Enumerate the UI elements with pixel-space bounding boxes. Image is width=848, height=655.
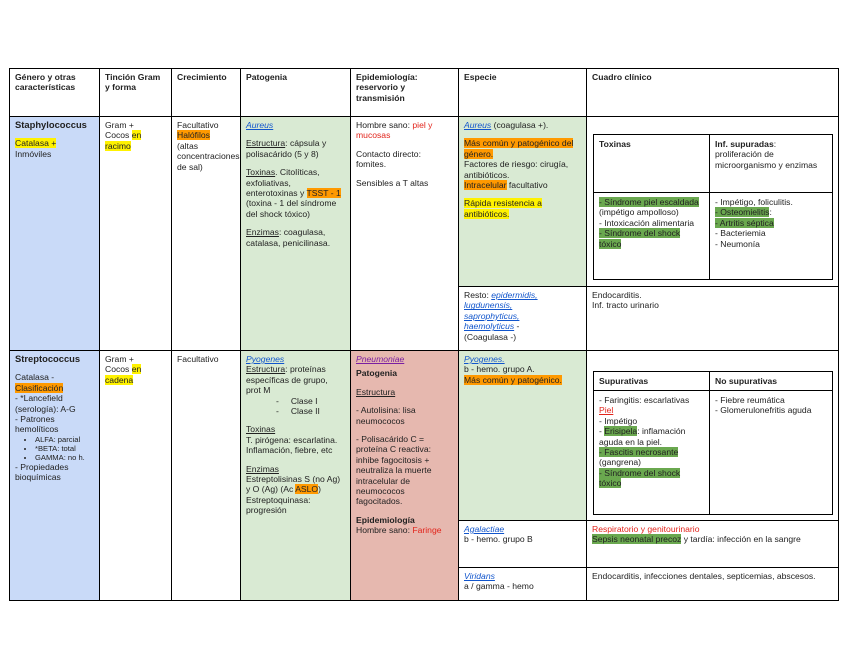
viridans-clinical bbox=[586, 567, 839, 601]
toxin-shock: - Síndrome del shock tóxico bbox=[599, 228, 681, 249]
header-growth: Crecimiento bbox=[177, 72, 227, 82]
staph-gram bbox=[99, 116, 171, 350]
staph-motility: Inmóviles bbox=[15, 148, 52, 159]
strep-hemolytic: - Patrones hemolíticos bbox=[15, 414, 59, 435]
viridans-desc: Endocarditis, infecciones dentales, septicemias, abscesos. bbox=[592, 571, 816, 581]
pyogenes-species-link[interactable]: Pyogenes. bbox=[464, 354, 505, 364]
viridans-hemo: a / gamma - hemo bbox=[464, 581, 534, 592]
pn-polisacarido: - Polisacárido C = proteína C reactiva: inhibe fagocitosis + neutraliza la muerte intracelular de neumococos fagocitados. bbox=[356, 434, 432, 507]
aureus-facultative: facultativo bbox=[506, 180, 548, 191]
staph-facultative: Facultativo bbox=[177, 120, 219, 130]
inf-supuradas-cell bbox=[710, 136, 833, 192]
pyogenes-group: b - hemo. grupo A. bbox=[464, 364, 535, 375]
strep-kinase: Estreptoquinasa: progresión bbox=[246, 494, 311, 516]
no-supurativas-cell bbox=[710, 373, 833, 390]
no-supurativas-heading: No supurativas bbox=[715, 376, 778, 386]
strep-gram-stain: Gram + bbox=[105, 354, 134, 364]
pn-epidemiologia: Epidemiología bbox=[356, 514, 415, 525]
staph-genus bbox=[9, 116, 99, 350]
strep-growth bbox=[171, 350, 240, 601]
strep-enzimas-text: Estreptolisinas S (no Ag) y O (Ag) (Ac bbox=[246, 474, 341, 495]
staph-salt: (altas concentraciones de sal) bbox=[177, 140, 240, 172]
agalactiae-link[interactable]: Agalactiae bbox=[464, 524, 505, 534]
hemolysis-gamma: • GAMMA: no h. bbox=[35, 453, 93, 462]
inf-list bbox=[710, 194, 833, 280]
rest-dash: - bbox=[514, 321, 520, 332]
strep-lancefield: - *Lancefield (serología): A-G bbox=[15, 393, 76, 414]
staph-temperature: Sensibles a T altas bbox=[356, 177, 429, 188]
agalactiae-group: b - hemo. grupo B bbox=[464, 534, 533, 545]
staph-rest-species bbox=[458, 286, 586, 350]
inf-supuradas-desc: proliferación de microorganismo y enzimas bbox=[715, 149, 818, 170]
inf-osteo-colon: : bbox=[769, 207, 772, 218]
aureus-common: Más común y patogénico del género. bbox=[464, 138, 574, 159]
viridans-link[interactable]: Viridans bbox=[464, 571, 495, 581]
pn-estructura: Estructura bbox=[356, 386, 396, 397]
staph-halophilic: Halófilos bbox=[177, 130, 210, 141]
saprophyticus-link[interactable]: saprophyticus, bbox=[464, 310, 520, 321]
estructura-text: : cápsula y polisacárido (5 y 8) bbox=[246, 138, 327, 159]
strep-genus bbox=[9, 350, 99, 601]
supurativas-heading: Supurativas bbox=[599, 376, 649, 386]
staph-gram-stain: Gram + bbox=[105, 120, 134, 130]
toxin-impetigo: (impétigo ampolloso) bbox=[599, 207, 679, 218]
aureus-coagulase: (coagulasa +). bbox=[491, 120, 549, 130]
inf-supuradas-heading: Inf. supuradas bbox=[715, 139, 774, 149]
pn-autolisina: - Autolisina: lisa neumococos bbox=[356, 405, 416, 426]
pyogenes-link[interactable]: Pyogenes bbox=[246, 354, 285, 364]
staph-arrangement: en racimo bbox=[105, 130, 142, 151]
toxinas-text: . Citolíticas, exfoliativas, enterotoxinas y bbox=[246, 167, 320, 199]
aureus-resistance: Rápida resistencia a antibióticos. bbox=[464, 198, 542, 219]
pn-host-site: Faringe bbox=[412, 525, 442, 536]
rest-label: Resto: bbox=[464, 290, 492, 300]
no-supurativas-list bbox=[710, 392, 833, 515]
toxinas-col-heading: Toxinas bbox=[599, 139, 631, 149]
strep-arrangement: en cadena bbox=[105, 364, 142, 385]
sup-erisipela: Erisipela bbox=[604, 426, 638, 437]
toxinas-heading: Toxinas bbox=[246, 167, 276, 178]
aureus-risk: Factores de riesgo: cirugía, antibióticos. bbox=[464, 159, 569, 180]
toxin-food: - Intoxicación alimentaria bbox=[599, 217, 695, 228]
toxinas-list bbox=[594, 194, 709, 280]
aslo-label: ASLO bbox=[295, 484, 319, 495]
agal-sepsis: Sepsis neonatal precoz bbox=[592, 534, 682, 545]
sup-erisipela-desc: : inflamación aguda en la piel. bbox=[599, 426, 686, 447]
header-epidemiology: Epidemiología: reservorio y transmisión bbox=[356, 72, 418, 103]
estructura-heading: Estructura bbox=[246, 138, 286, 149]
sup-gangrena: (gangrena) bbox=[599, 457, 642, 468]
classification-table bbox=[9, 68, 839, 601]
staph-name: Staphylococcus bbox=[15, 119, 87, 130]
agalactiae-species bbox=[458, 520, 586, 567]
hemolysis-alpha: • ALFA: parcial bbox=[35, 435, 93, 444]
epidermidis-link[interactable]: epidermidis, bbox=[491, 290, 538, 300]
agal-tardia: y tardía: infección en la sangre bbox=[681, 534, 801, 545]
rest-uti: Inf. tracto urinario bbox=[592, 300, 659, 311]
strep-catalase: Catalasa - bbox=[15, 372, 55, 383]
pneumoniae-info bbox=[350, 350, 458, 601]
toxinas-cell bbox=[594, 136, 709, 192]
staph-cocci: Cocos bbox=[105, 130, 132, 141]
pn-host: Hombre sano: bbox=[356, 525, 413, 536]
pneumoniae-link[interactable]: Pneumoniae bbox=[356, 354, 405, 364]
inf-pneumonia: - Neumonía bbox=[715, 238, 760, 249]
strep-facultative: Facultativo bbox=[177, 354, 219, 364]
inf-bacteremia: - Bacteriemia bbox=[715, 228, 766, 239]
aureus-link[interactable]: Aureus bbox=[246, 120, 274, 130]
supurativas-list bbox=[594, 392, 709, 515]
header-genus: Género y otras características bbox=[15, 72, 76, 93]
staph-epidemiology bbox=[350, 116, 458, 350]
inf-arthritis: - Artritis séptica bbox=[715, 217, 774, 228]
toxin-scalded-skin: - Síndrome piel escaldada bbox=[599, 197, 699, 207]
inf-osteo: - Osteomielitis bbox=[715, 207, 770, 218]
sup-dash: - bbox=[599, 426, 605, 437]
lugdunensis-link[interactable]: lugdunensis, bbox=[464, 300, 513, 311]
aureus-species-link[interactable]: Aureus bbox=[464, 120, 492, 130]
haemolyticus-link[interactable]: haemolyticus bbox=[464, 321, 515, 332]
aureus-intracellular: Intracelular bbox=[464, 180, 507, 191]
header-species: Especie bbox=[464, 72, 497, 82]
clase-2: Clase II bbox=[290, 406, 320, 417]
rest-endocarditis: Endocarditis. bbox=[592, 290, 642, 300]
agalactiae-clinical bbox=[586, 520, 839, 567]
inf-impetigo: - Impétigo, foliculitis. bbox=[715, 197, 793, 207]
sup-fascitis: - Fascitis necrosante bbox=[599, 447, 679, 458]
strep-toxinas-text: T. pirógena: escarlatina. Inflamación, fiebre, etc bbox=[246, 434, 338, 456]
sup-piel: Piel bbox=[599, 405, 614, 416]
nosup-fiebre: - Fiebre reumática bbox=[715, 395, 785, 405]
tsst-label: TSST - 1 bbox=[306, 188, 341, 199]
rest-coagulase: (Coagulasa -) bbox=[464, 331, 517, 342]
hemolysis-beta: • *BETA: total bbox=[35, 444, 93, 453]
enzimas-heading: Enzimas bbox=[246, 227, 279, 238]
strep-biochem: - Propiedades bioquímicas bbox=[15, 461, 69, 483]
clase-dash-2: - bbox=[276, 406, 291, 417]
sup-impetigo: - Impétigo bbox=[599, 415, 638, 426]
strep-classification: Clasificación bbox=[15, 382, 64, 393]
strep-enzimas-heading: Enzimas bbox=[246, 463, 279, 474]
nosup-glomerulonefritis: - Glomerulonefritis aguda bbox=[715, 405, 812, 416]
inf-colon: : bbox=[773, 139, 777, 149]
viridans-species bbox=[458, 567, 586, 601]
staph-rest-clinical bbox=[586, 286, 839, 350]
staph-catalase: Catalasa + bbox=[15, 138, 57, 149]
pn-patogenia: Patogenia bbox=[356, 368, 398, 379]
sup-shock: - Síndrome del shock tóxico bbox=[599, 467, 681, 489]
strep-cocci: Cocos bbox=[105, 364, 132, 375]
sup-faringitis: - Faringitis: escarlativas bbox=[599, 395, 690, 405]
strep-name: Streptococcus bbox=[15, 353, 81, 364]
staph-host-site: piel y mucosas bbox=[356, 120, 433, 141]
agal-resp: Respiratorio y genitourinario bbox=[592, 524, 700, 534]
strep-estructura-heading: Estructura bbox=[246, 364, 286, 375]
header-clinical: Cuadro clínico bbox=[592, 72, 652, 82]
strep-gram bbox=[99, 350, 171, 601]
clase-dash-1: - bbox=[276, 395, 291, 406]
aureus-species bbox=[458, 116, 586, 286]
strep-pathogenesis bbox=[240, 350, 350, 601]
hemolysis-list bbox=[15, 435, 93, 462]
supurativas-cell bbox=[594, 373, 709, 390]
pyogenes-species bbox=[458, 350, 586, 520]
enzimas-text: : coagulasa, catalasa, penicilinasa. bbox=[246, 227, 331, 248]
clase-1: Clase I bbox=[290, 395, 318, 406]
staph-host: Hombre sano: bbox=[356, 120, 413, 130]
toxinas-text-2: (toxina - 1 del síndrome del shock tóxico) bbox=[246, 198, 337, 219]
header-gram: Tinción Gram y forma bbox=[105, 72, 161, 93]
strep-toxinas-heading: Toxinas bbox=[246, 424, 276, 435]
pyogenes-common: Más común y patogénico. bbox=[464, 374, 562, 385]
staph-contact: Contacto directo: fomites. bbox=[356, 148, 421, 170]
strep-estructura-text: : proteínas específicas de grupo, prot M bbox=[246, 364, 328, 396]
staph-growth bbox=[171, 116, 240, 350]
header-pathogenesis: Patogenia bbox=[246, 72, 288, 82]
aslo-close: ) bbox=[318, 484, 321, 495]
staph-pathogenesis bbox=[240, 116, 350, 350]
